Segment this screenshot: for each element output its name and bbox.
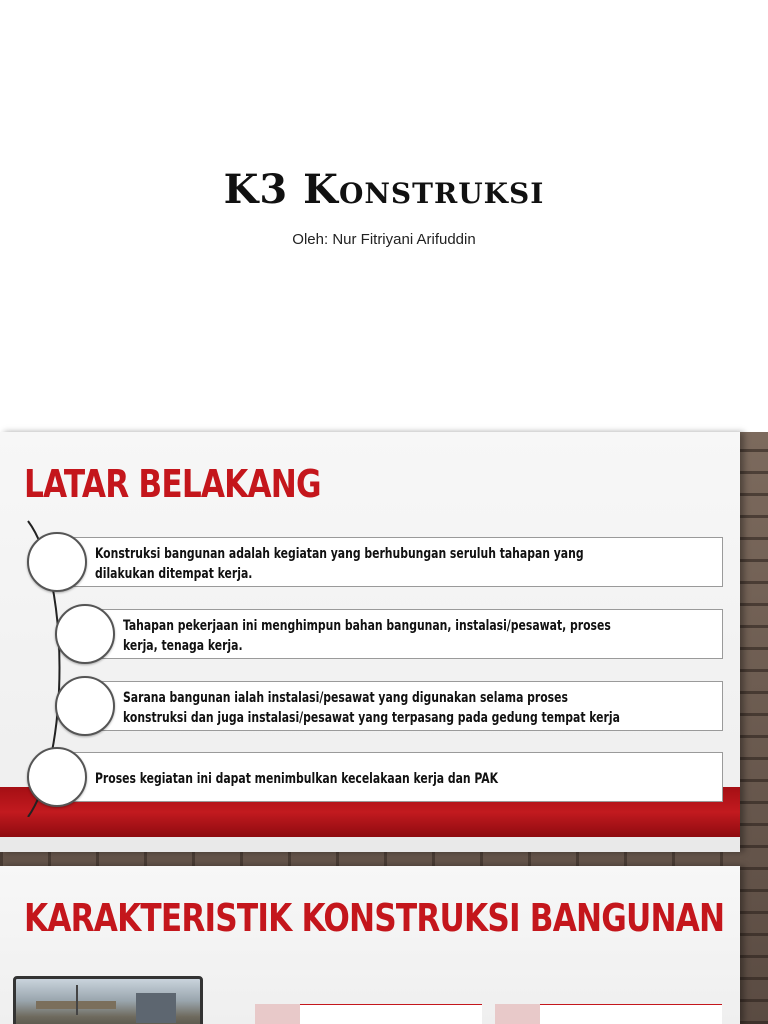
background-slide [0,432,740,852]
bullet-circle [55,604,115,664]
item-text-line: kerja, tenaga kerja. [123,638,243,654]
slide-title: K3 Konstruksi [223,166,545,213]
bullet-circle [55,676,115,736]
construction-photo [13,976,203,1024]
title-slide [0,0,768,432]
card-stub [300,1004,482,1024]
item-text-line: dilakukan ditempat kerja. [95,566,253,582]
item-text-line: Sarana bangunan ialah instalasi/pesawat yang digunakan selama proses [123,690,568,706]
slide-footer [0,837,740,852]
bullet-circle [27,532,87,592]
card-tab [495,1004,541,1024]
list-item [88,681,723,731]
slide-heading: LATAR BELAKANG [24,462,321,506]
list-item [60,537,723,587]
list-item [88,609,723,659]
bullet-circle [27,747,87,807]
card-tab [255,1004,301,1024]
item-text-line: Tahapan pekerjaan ini menghimpun bahan bangunan, instalasi/pesawat, proses [123,618,611,634]
list-item [60,752,723,802]
item-text-line: Proses kegiatan ini dapat menimbulkan kecelakaan kerja dan PAK [95,771,499,787]
slide-subtitle: Oleh: Nur Fitriyani Arifuddin [292,231,476,248]
item-text-line: Konstruksi bangunan adalah kegiatan yang berhubungan seruluh tahapan yang [95,546,584,562]
slide-heading: KARAKTERISTIK KONSTRUKSI BANGUNAN [24,896,725,940]
card-stub [540,1004,722,1024]
item-text-line: konstruksi dan juga instalasi/pesawat yang terpasang pada gedung tempat kerja [123,710,620,726]
characteristics-slide [0,866,740,1024]
